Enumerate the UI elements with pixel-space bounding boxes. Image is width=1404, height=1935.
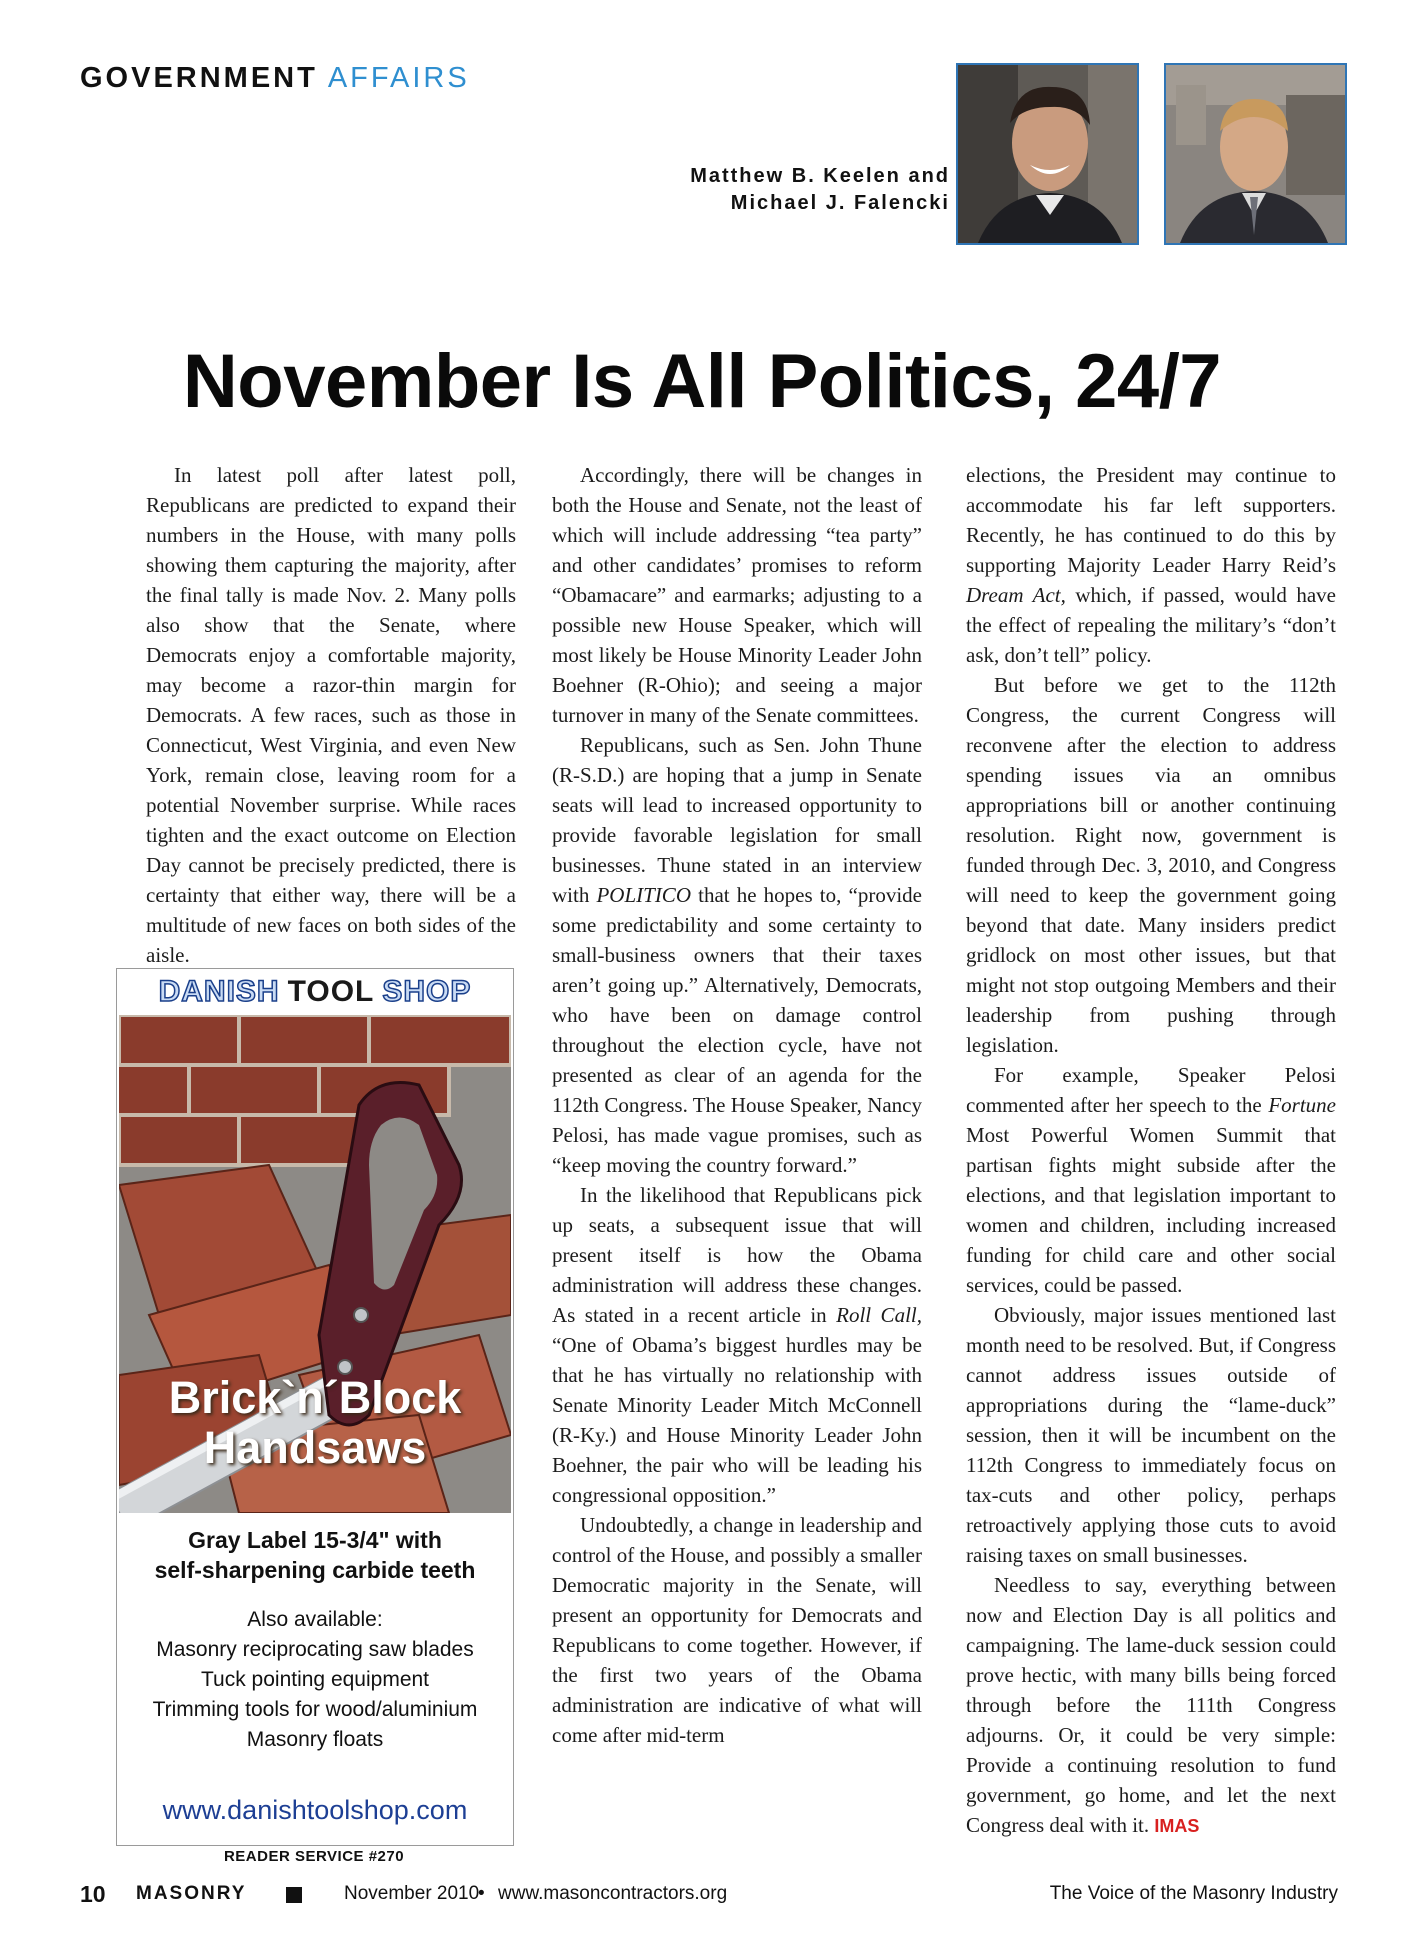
column3-paragraph-1: elections, the President may continue to accommodate his far left supporters. Recently, he has continued to do this by supporting Majority Leader Harry Reid’s Dream Act, which, if passed, would have the effect of repealing the military’s “don’t ask, don’t tell” policy. xyxy=(966,463,1336,667)
page-number: 10 xyxy=(80,1881,106,1907)
column2-paragraph-2: Republicans, such as Sen. John Thune (R-S.D.) are hoping that a jump in Senate seats will lead to increased opportunity to provide favorable legislation for small businesses. Thune stated in an interview with POLITICO that he hopes to, “provide some predictability and some certainty to small-business owners that their taxes aren’t going up.” Alternatively, Democrats, who have been on damage control throughout the election cycle, have not presented as clear of an agenda for the 112th Congress. The House Speaker, Nancy Pelosi, has made vague promises, such as “keep moving the country forward.” xyxy=(552,733,922,1177)
ad-also-item: Masonry reciprocating saw blades xyxy=(156,1638,474,1661)
footer-website-link[interactable]: www.masoncontractors.org xyxy=(498,1883,728,1904)
section-label-word1: GOVERNMENT xyxy=(80,62,318,94)
ad-website-link[interactable]: www.danishtoolshop.com xyxy=(162,1795,468,1825)
ad-also-label: Also available: xyxy=(247,1608,383,1631)
column2-paragraph-1: Accordingly, there will be changes in both the House and Senate, not the least of which will include addressing “tea party” and other candidates’ promises to reform “Obamacare” and earmarks; adjusting to a possible new House Speaker, which will most likely be House Minority Leader John Boehner (R-Ohio); and seeing a major turnover in many of the Senate committees. xyxy=(552,463,922,727)
section-label xyxy=(80,62,470,95)
article-column-1 xyxy=(146,460,516,970)
column1-paragraph-1: In latest poll after latest poll, Republicans are predicted to expand their numbers in the House, with many polls showing them capturing the majority, after the final tally is made Nov. 2. Many polls also show that the Senate, where Democrats enjoy a comfortable majority, may become a razor-thin margin for Democrats. A few races, such as those in Connecticut, West Virginia, and even New York, remain close, leaving room for a potential November surprise. While races tighten and the exact outcome on Election Day cannot be precisely predicted, there is certainty that either way, there will be a multitude of new faces on both sides of the aisle. xyxy=(146,463,516,967)
footer-tagline: The Voice of the Masonry Industry xyxy=(1049,1883,1338,1904)
page-footer xyxy=(80,1883,1338,1909)
footer-bullet: • xyxy=(478,1883,485,1904)
author-line-2: Michael J. Falencki xyxy=(730,192,950,214)
column3-paragraph-5: Needless to say, everything between now and Election Day is all politics and campaigning. The lame-duck session could prove hectic, with many bills being forced through before the 111th Congress adjourns. Or, it could be very simple: Provide a continuing resolution to fund government, go home, and let the next Congress deal with it. IMAS xyxy=(966,1573,1336,1837)
ad-product-title: Brick`n´Block Handsaws xyxy=(168,1372,462,1473)
end-mark-logo: IMAS xyxy=(1154,1816,1200,1836)
dream-act-italic: Dream Act, xyxy=(966,583,1066,607)
footer-square-icon xyxy=(286,1887,302,1903)
ad-also-available xyxy=(117,1605,513,1755)
ad-also-item: Tuck pointing equipment xyxy=(200,1668,430,1691)
fortune-italic: Fortune xyxy=(1268,1093,1336,1117)
author-line-1: Matthew B. Keelen and xyxy=(690,165,950,187)
ad-product-spec: Gray Label 15-3/4" with self-sharpening carbide teeth xyxy=(154,1527,476,1583)
ad-also-item: Masonry floats xyxy=(246,1728,384,1751)
article-column-3 xyxy=(966,460,1336,1841)
author-photo-keelen xyxy=(956,63,1139,245)
article-column-2 xyxy=(552,460,922,1750)
column3-paragraph-4: Obviously, major issues mentioned last month need to be resolved. But, if Congress cannot address issues outside of appropriations during the “lame-duck” session, then it will be incumbent on the 112th Congress to immediately focus on tax-cuts and other policy, perhaps retroactively applying those cuts to avoid raising taxes on small businesses. xyxy=(966,1303,1336,1567)
reader-service-number: READER SERVICE #270 xyxy=(223,1848,405,1865)
column2-paragraph-4: Undoubtedly, a change in leadership and control of the House, and possibly a smaller Democratic majority in the Senate, will present an opportunity for Democrats and Republicans to come together. However, if the first two years of the Obama administration are indicative of what will come after mid-term xyxy=(552,1513,922,1747)
column3-paragraph-2: But before we get to the 112th Congress, the current Congress will reconvene after the election to address spending issues via an omnibus appropriations bill or another continuing resolution. Right now, government is funded through Dec. 3, 2010, and Congress will need to keep the government going beyond that date. Many insiders predict gridlock on most other issues, but that might not stop outgoing Members and their leadership from pushing through legislation. xyxy=(966,673,1336,1057)
author-photo-falencki xyxy=(1164,63,1347,245)
magazine-name: MASONRY xyxy=(136,1883,247,1904)
ad-brand-name: DANISH TOOL SHOP xyxy=(158,975,472,1008)
article-headline: November Is All Politics, 24/7 xyxy=(182,339,1222,424)
ad-also-item: Trimming tools for wood/aluminium xyxy=(152,1698,478,1721)
section-label-word2: AFFAIRS xyxy=(327,62,470,94)
roll-call-italic: Roll Call, xyxy=(836,1303,922,1327)
advertisement-danish-tool-shop[interactable] xyxy=(116,968,514,1846)
column2-paragraph-3: In the likelihood that Republicans pick up seats, a subsequent issue that will present itself is how the Obama administration will address these changes. As stated in a recent article in Roll Call, “One of Obama’s biggest hurdles may be that he has virtually no relationship with Senate Minority Leader Mitch McConnell (R-Ky.) and House Minority Leader John Boehner, the pair who will be leading his congressional opposition.” xyxy=(552,1183,922,1507)
issue-date: November 2010 xyxy=(344,1883,480,1904)
author-byline xyxy=(690,163,950,217)
politico-italic: POLITICO xyxy=(596,883,691,907)
column3-paragraph-3: For example, Speaker Pelosi commented after her speech to the Fortune Most Powerful Women Summit that partisan fights might subside after the elections, and that legislation important to women and children, including increased funding for child care and other social services, could be passed. xyxy=(966,1063,1336,1297)
